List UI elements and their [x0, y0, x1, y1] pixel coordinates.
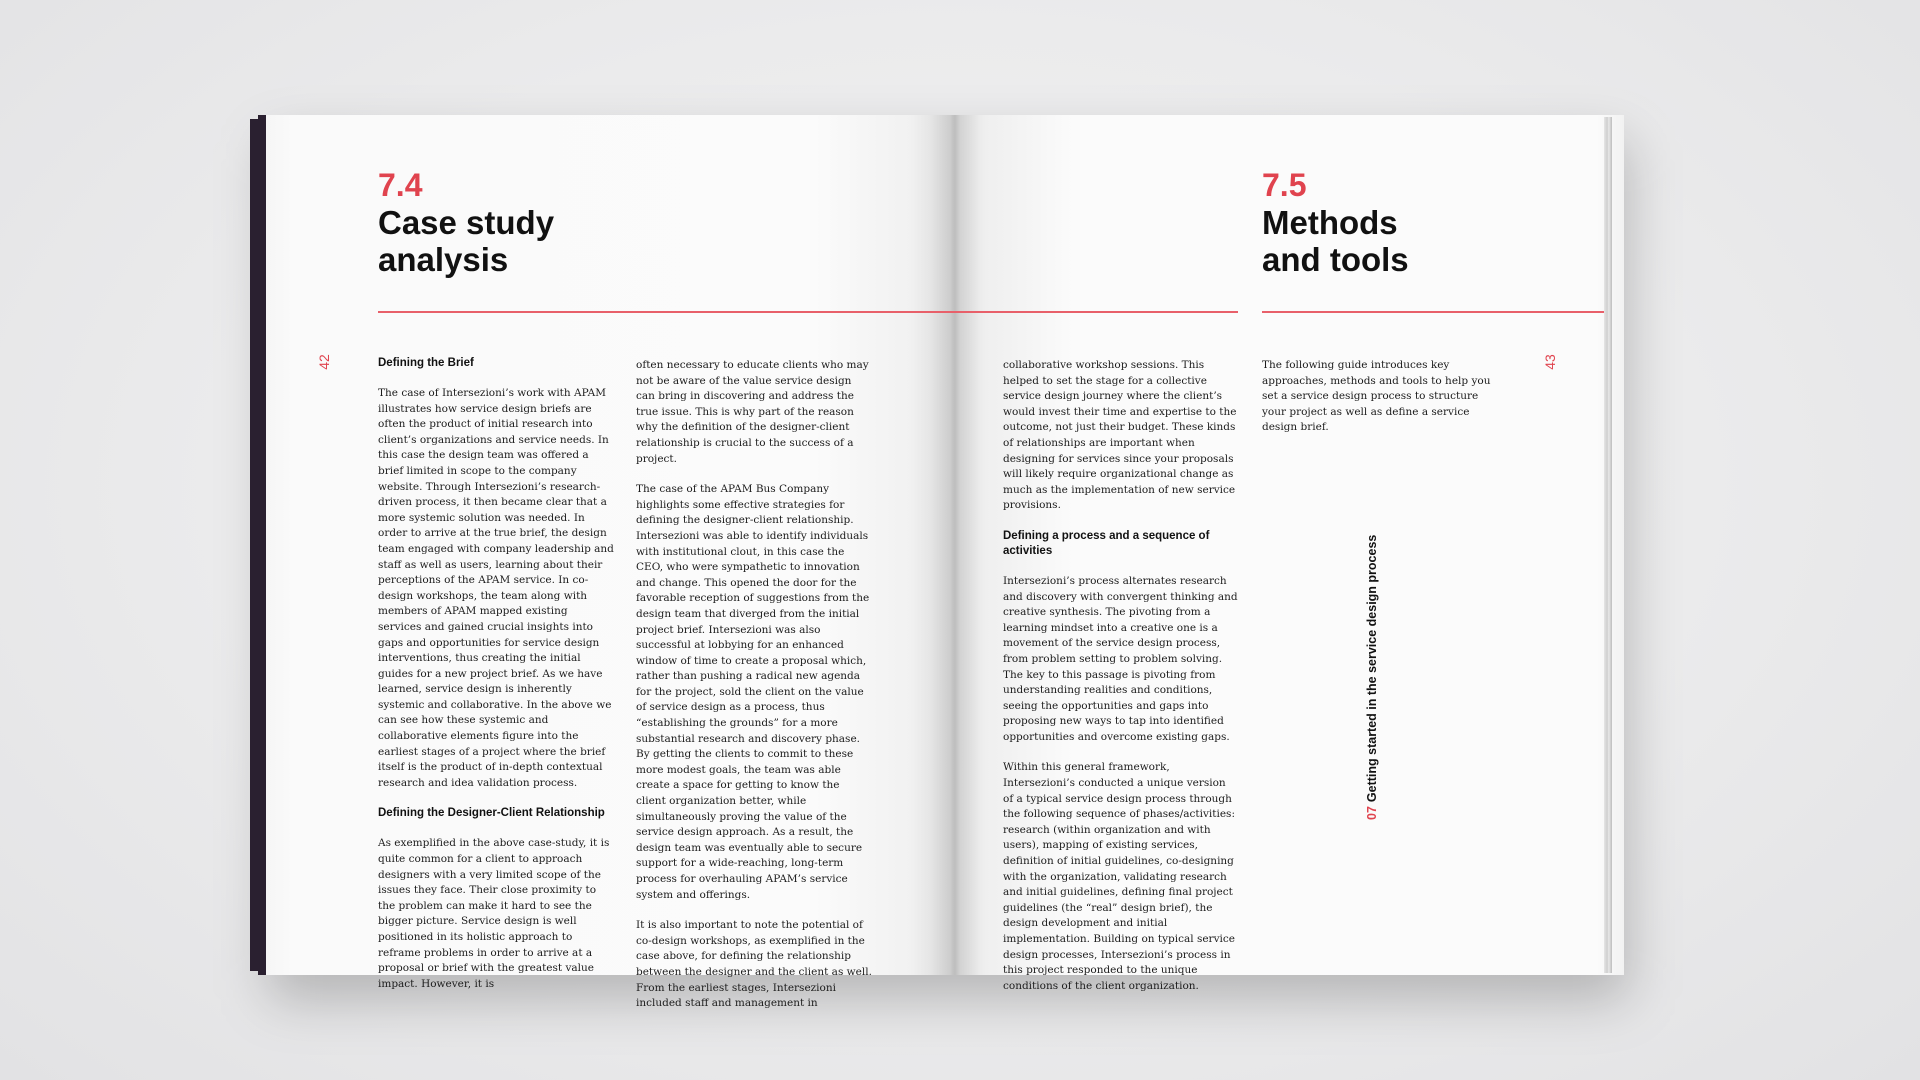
paragraph: often necessary to educate clients who may not be aware of the value service design can bring in discovering and address the true issue. This is why part of the reason why the definition of the designer-client relationship is crucial to the success of a project. [636, 359, 869, 465]
paragraph: The following guide introduces key approaches, methods and tools to help you set a service design process to structure your project as well as define a service design brief. [1262, 359, 1491, 434]
section-number-right: 7.5 [1262, 167, 1307, 203]
section-rule-right [1262, 311, 1604, 313]
paragraph: As exemplified in the above case-study, it is quite common for a client to approach designers with a very limited scope of the issues they face. Their close proximity to the problem can make it hard to see the bigger picture. Service design is well positioned in its holistic approach to reframe problems in order to arrive at a proposal or brief with the greatest value impact. However, it is [378, 837, 610, 990]
section-title-right [1262, 204, 1409, 278]
right-column-1 [1003, 358, 1239, 1009]
paragraph: The case of Intersezioni’s work with APAM illustrates how service design briefs are often the product of initial research into client’s organizations and service needs. In this case the design team was offered a brief limited in scope to the company website. Through Intersezioni’s research-driven process, it then became clear that a more systemic solution was needed. In order to arrive at the true brief, the design team engaged with company leadership and staff as well as users, learning about their perceptions of the APAM service. In co-design workshops, the team along with members of APAM mapped existing services and gained crucial insights into gaps and opportunities for service design interventions, thus creating the initial guides for a new project brief. As we have learned, service design is inherently systemic and collaborative. In the above we can see how these systemic and collaborative elements figure into the earliest stages of a project where the brief itself is the product of in-depth contextual research and idea validation process. [378, 387, 614, 789]
left-cover-edge [250, 119, 258, 971]
paragraph: collaborative workshop sessions. This helped to set the stage for a collective service design journey where the client’s would invest their time and expertise to the outcome, not just their budget. These kinds of relationships are important when designing for services since your proposals will likely require organizational change as much as the implementation of new service provisions. [1003, 359, 1237, 512]
section-title-right-line1: Methods [1262, 204, 1398, 241]
running-head-text: Getting started in the service design process [1365, 534, 1379, 803]
running-head-number: 07 [1365, 806, 1379, 820]
paragraph: The case of the APAM Bus Company highlights some effective strategies for defining the designer-client relationship. Intersezioni was able to identify individuals with institutional clout, in this case the CEO, who were sympathetic to innovation and change. This opened the door for the favorable reception of suggestions from the design team that diverged from the initial project brief. Intersezioni was also successful at lobbying for an enhanced window of time to create a proposal which, rather than pushing a radical new agenda for the project, sold the client on the value of service design as a process, thus “establishing the grounds” for a more substantial research and discovery phase. By getting the clients to commit to these more modest goals, the team was able create a space for getting to know the client organization better, while simultaneously proving the value of the service design approach. As a result, the design team was eventually able to secure support for a wide-reaching, long-term process for overhauling APAM’s service system and offerings. [636, 483, 870, 901]
left-column-1 [378, 356, 614, 1007]
section-number-left: 7.4 [378, 167, 423, 203]
page-number-left: 42 [315, 354, 332, 370]
page-number-right: 43 [1541, 354, 1558, 370]
heading-defining-brief: Defining the Brief [378, 357, 474, 369]
section-title-left-line2: analysis [378, 241, 509, 278]
heading-designer-client: Defining the Designer-Client Relationship [378, 807, 605, 820]
section-title-right-line2: and tools [1262, 241, 1409, 278]
heading-process-sequence: Defining a process and a sequence of activities [1003, 529, 1210, 557]
section-title-left [378, 204, 554, 278]
paragraph: It is also important to note the potential of co-design workshops, as exemplified in the case above, for defining the relationship between the designer and the client as well. From the earliest stages, Intersezioni included staff and management in [636, 919, 872, 1010]
right-column-2 [1262, 358, 1498, 451]
running-head [1364, 480, 1380, 820]
section-title-left-line1: Case study [378, 204, 555, 241]
section-rule-left [378, 311, 1238, 313]
paragraph: Intersezioni’s process alternates research and discovery with convergent thinking and creative synthesis. The pivoting from a learning mindset into a creative one is a movement of the service design process, from problem setting to problem solving. The key to this passage is pivoting from understanding realities and conditions, seeing the opportunities and gaps into proposing new ways to tap into identified opportunities and overcome existing gaps. [1003, 574, 1238, 743]
paragraph: Within this general framework, Intersezioni’s conducted a unique version of a typical service design process through the following sequence of phases/activities: research (within organization and with users), mapping of existing services, definition of initial guidelines, co-designing with the organization, validating research and initial guidelines, defining final project guidelines (the “real” design brief), the design development and initial implementation. Building on typical service design processes, Intersezioni’s process in this project responded to the unique conditions of the client organization. [1003, 761, 1235, 992]
left-column-2 [636, 358, 872, 1027]
page-block-edge [1604, 117, 1612, 973]
book-gutter [930, 115, 980, 975]
